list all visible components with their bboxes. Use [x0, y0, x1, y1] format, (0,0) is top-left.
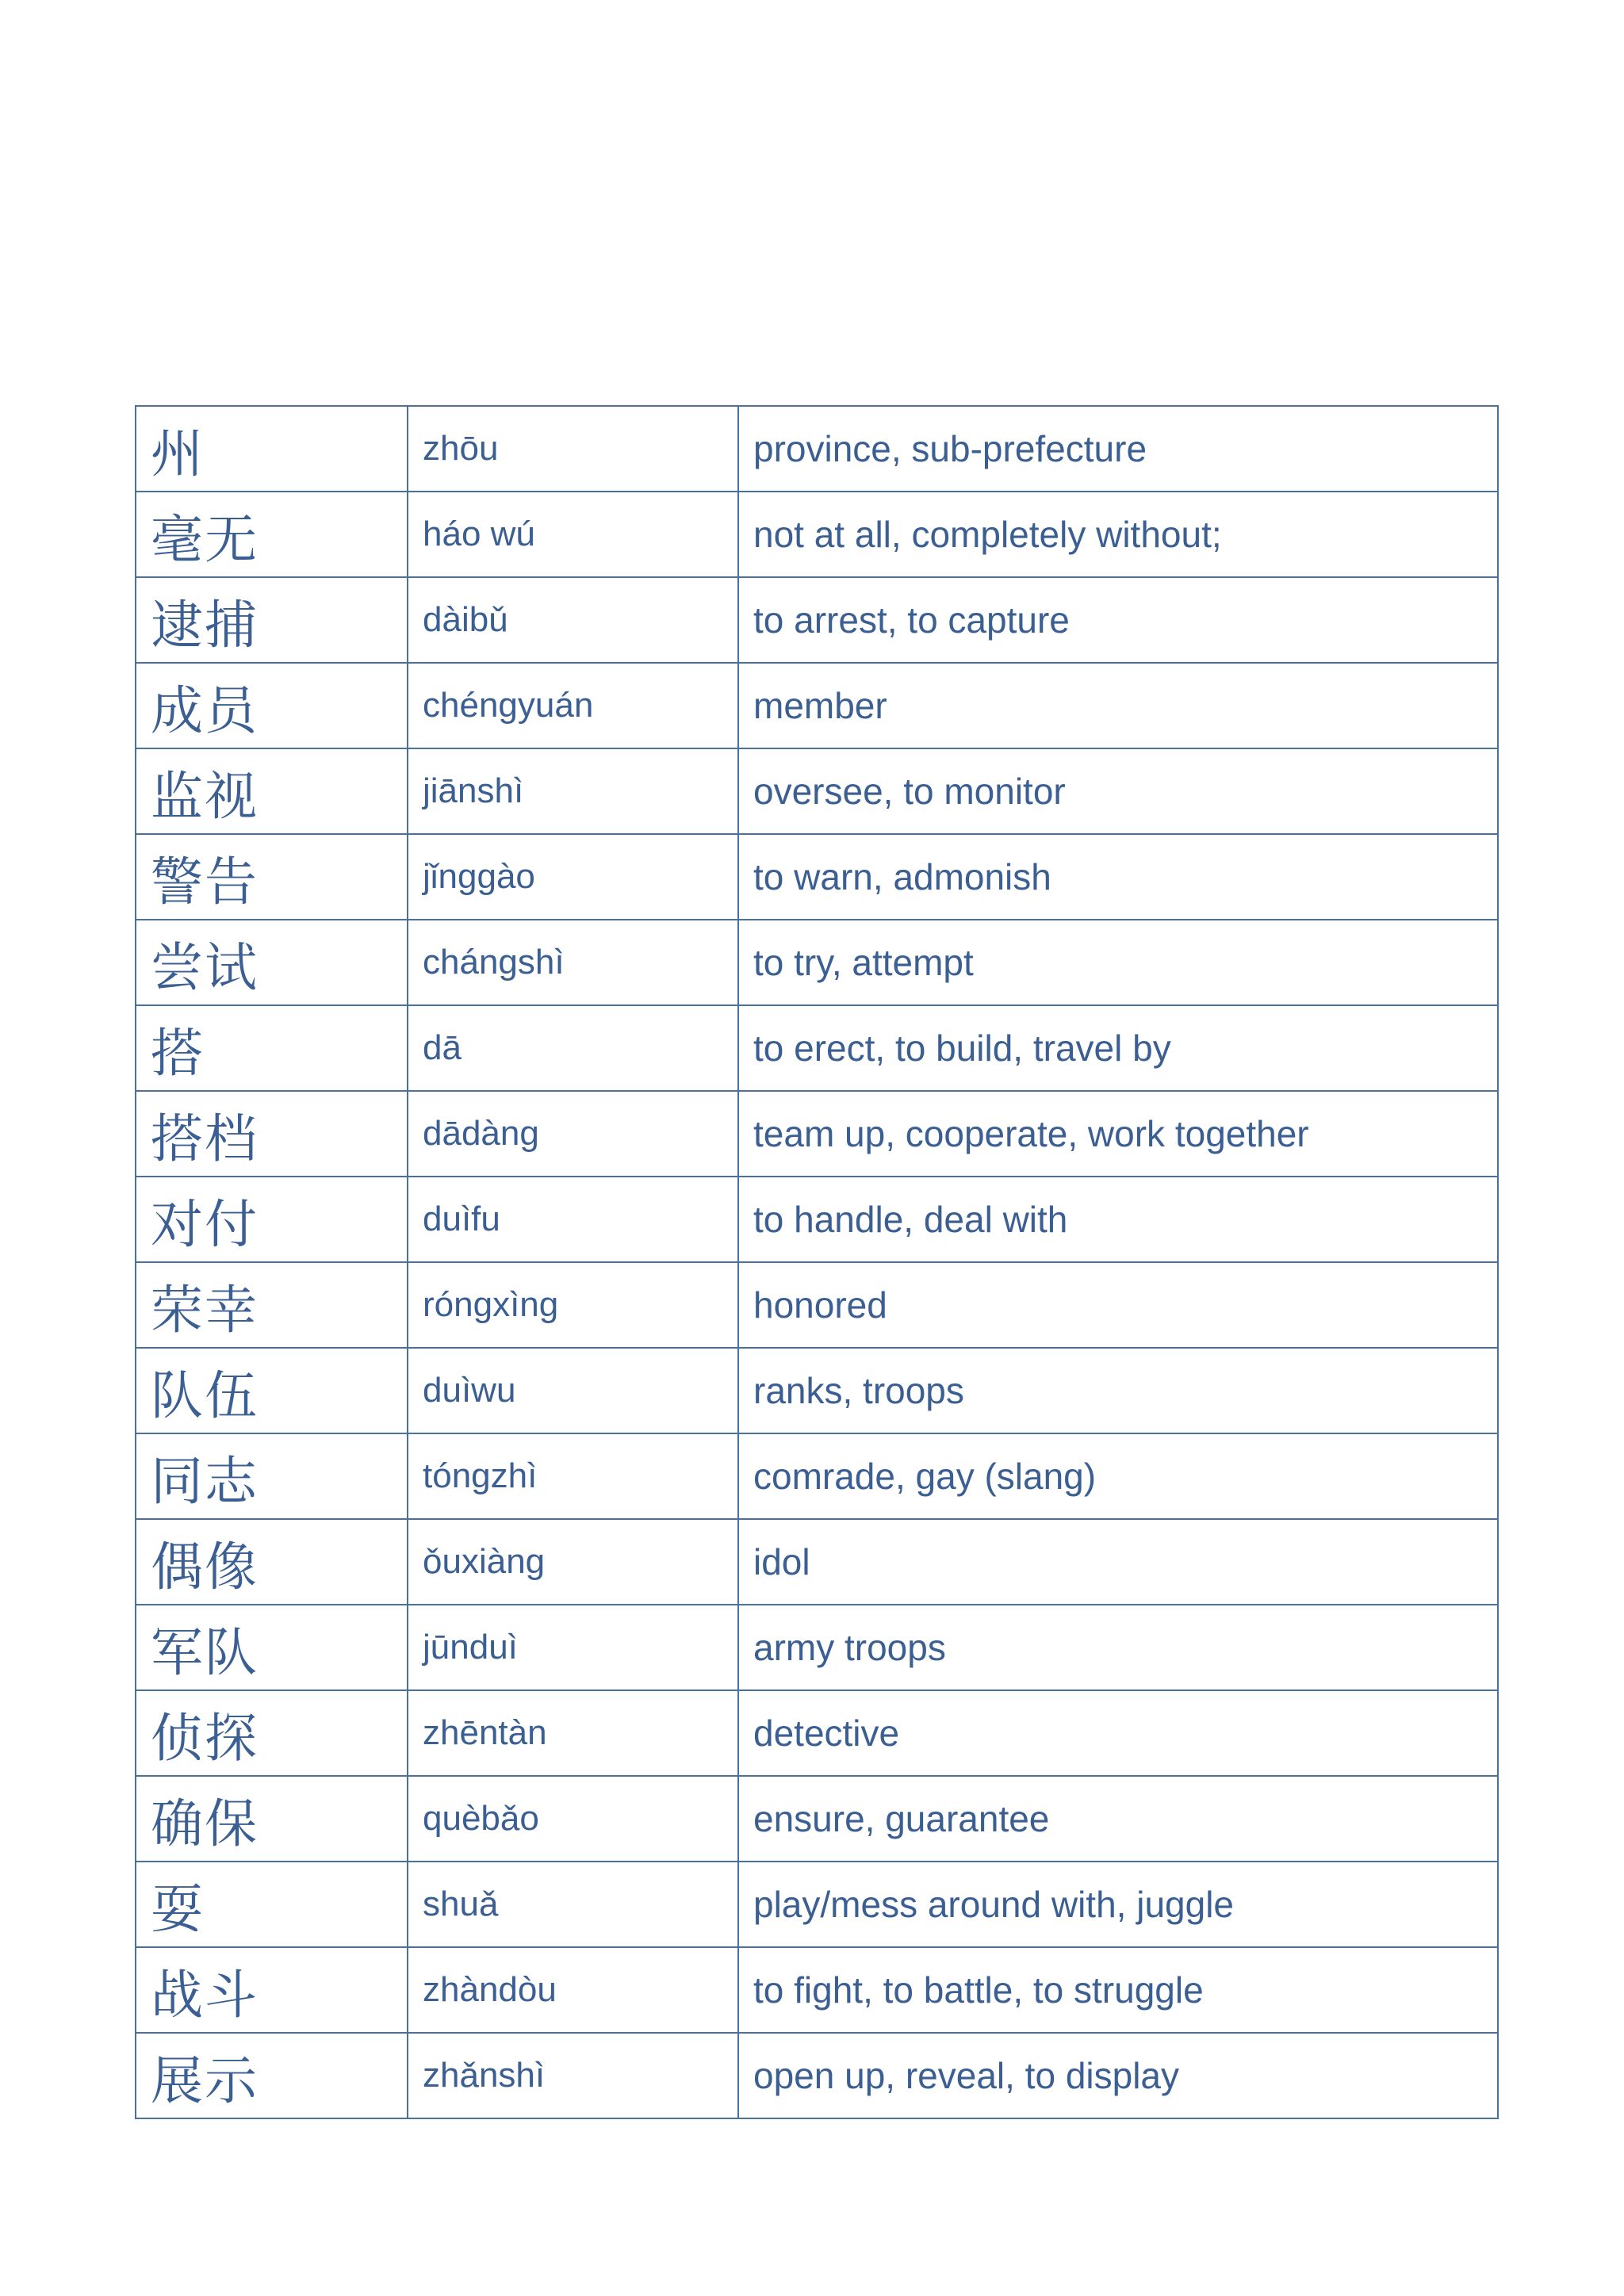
meaning-cell: to warn, admonish	[738, 834, 1498, 920]
pinyin-cell: duìfu	[408, 1177, 738, 1262]
pinyin-cell: dādàng	[408, 1091, 738, 1177]
hanzi-cell: 搭	[136, 1005, 408, 1091]
meaning-cell: comrade, gay (slang)	[738, 1433, 1498, 1519]
hanzi-cell: 对付	[136, 1177, 408, 1262]
hanzi-cell: 州	[136, 406, 408, 492]
hanzi-cell: 搭档	[136, 1091, 408, 1177]
pinyin-cell: dā	[408, 1005, 738, 1091]
table-row	[136, 577, 1498, 663]
pinyin-cell: chéngyuán	[408, 663, 738, 748]
meaning-cell: to fight, to battle, to struggle	[738, 1947, 1498, 2033]
hanzi-cell: 确保	[136, 1776, 408, 1862]
table-row	[136, 1862, 1498, 1947]
hanzi-cell: 偶像	[136, 1519, 408, 1605]
meaning-cell: open up, reveal, to display	[738, 2033, 1498, 2118]
hanzi-cell: 荣幸	[136, 1262, 408, 1348]
pinyin-cell: quèbǎo	[408, 1776, 738, 1862]
table-row	[136, 1348, 1498, 1433]
meaning-cell: team up, cooperate, work together	[738, 1091, 1498, 1177]
pinyin-cell: zhēntàn	[408, 1690, 738, 1776]
vocabulary-table-body	[136, 406, 1498, 2118]
table-row	[136, 1947, 1498, 2033]
pinyin-cell: jūnduì	[408, 1605, 738, 1690]
hanzi-cell: 队伍	[136, 1348, 408, 1433]
pinyin-cell: róngxìng	[408, 1262, 738, 1348]
hanzi-cell: 尝试	[136, 920, 408, 1005]
table-row	[136, 920, 1498, 1005]
pinyin-cell: ǒuxiàng	[408, 1519, 738, 1605]
table-row	[136, 492, 1498, 577]
table-row	[136, 1519, 1498, 1605]
hanzi-cell: 毫无	[136, 492, 408, 577]
pinyin-cell: duìwu	[408, 1348, 738, 1433]
pinyin-cell: shuǎ	[408, 1862, 738, 1947]
table-row	[136, 1690, 1498, 1776]
meaning-cell: member	[738, 663, 1498, 748]
table-row	[136, 1776, 1498, 1862]
meaning-cell: to erect, to build, travel by	[738, 1005, 1498, 1091]
hanzi-cell: 展示	[136, 2033, 408, 2118]
pinyin-cell: zhàndòu	[408, 1947, 738, 2033]
table-row	[136, 1262, 1498, 1348]
pinyin-cell: zhǎnshì	[408, 2033, 738, 2118]
pinyin-cell: tóngzhì	[408, 1433, 738, 1519]
hanzi-cell: 警告	[136, 834, 408, 920]
meaning-cell: honored	[738, 1262, 1498, 1348]
meaning-cell: to arrest, to capture	[738, 577, 1498, 663]
pinyin-cell: háo wú	[408, 492, 738, 577]
hanzi-cell: 成员	[136, 663, 408, 748]
pinyin-cell: jiānshì	[408, 748, 738, 834]
table-row	[136, 1177, 1498, 1262]
pinyin-cell: dàibǔ	[408, 577, 738, 663]
pinyin-cell: zhōu	[408, 406, 738, 492]
hanzi-cell: 监视	[136, 748, 408, 834]
meaning-cell: not at all, completely without;	[738, 492, 1498, 577]
table-row	[136, 406, 1498, 492]
meaning-cell: province, sub-prefecture	[738, 406, 1498, 492]
hanzi-cell: 侦探	[136, 1690, 408, 1776]
meaning-cell: ranks, troops	[738, 1348, 1498, 1433]
meaning-cell: ensure, guarantee	[738, 1776, 1498, 1862]
meaning-cell: detective	[738, 1690, 1498, 1776]
table-row	[136, 2033, 1498, 2118]
table-row	[136, 1091, 1498, 1177]
meaning-cell: oversee, to monitor	[738, 748, 1498, 834]
hanzi-cell: 军队	[136, 1605, 408, 1690]
hanzi-cell: 逮捕	[136, 577, 408, 663]
meaning-cell: to handle, deal with	[738, 1177, 1498, 1262]
hanzi-cell: 耍	[136, 1862, 408, 1947]
hanzi-cell: 同志	[136, 1433, 408, 1519]
pinyin-cell: chángshì	[408, 920, 738, 1005]
table-row	[136, 663, 1498, 748]
table-row	[136, 748, 1498, 834]
pinyin-cell: jǐnggào	[408, 834, 738, 920]
meaning-cell: to try, attempt	[738, 920, 1498, 1005]
vocabulary-table	[135, 405, 1499, 2119]
hanzi-cell: 战斗	[136, 1947, 408, 2033]
table-row	[136, 1433, 1498, 1519]
table-row	[136, 1005, 1498, 1091]
table-row	[136, 834, 1498, 920]
meaning-cell: idol	[738, 1519, 1498, 1605]
meaning-cell: play/mess around with, juggle	[738, 1862, 1498, 1947]
meaning-cell: army troops	[738, 1605, 1498, 1690]
table-row	[136, 1605, 1498, 1690]
